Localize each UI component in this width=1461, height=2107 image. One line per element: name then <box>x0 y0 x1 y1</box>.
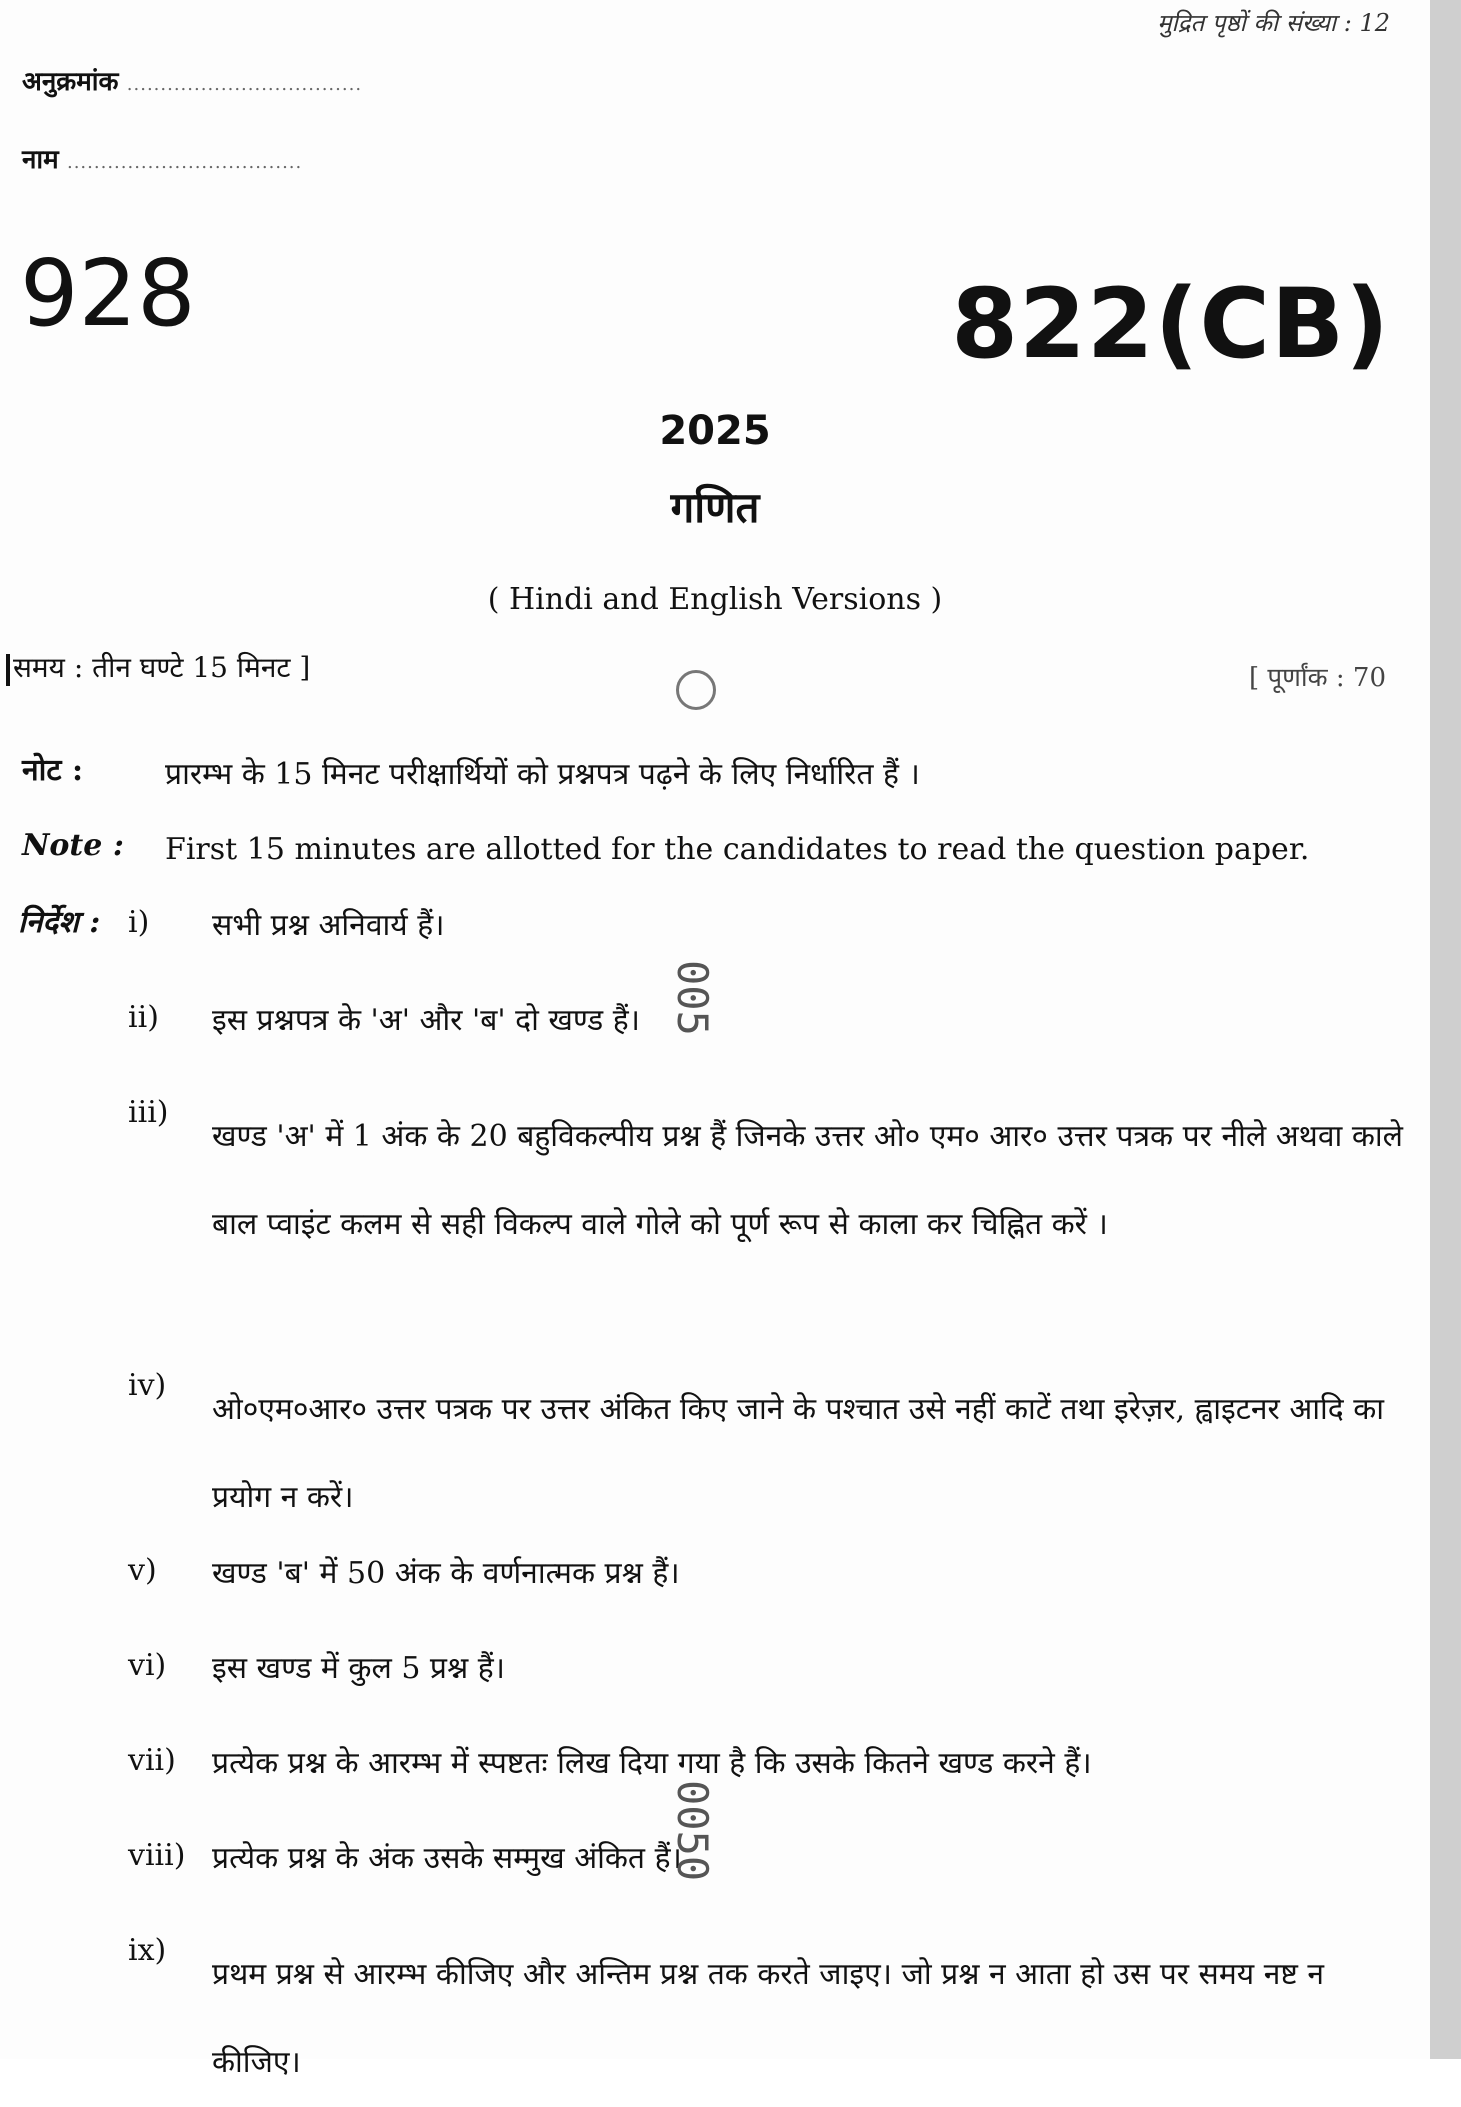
instruction-number: vii) <box>128 1743 176 1778</box>
scan-edge-shadow <box>1430 0 1461 2059</box>
exam-year: 2025 <box>659 408 771 454</box>
instruction-text: ओ०एम०आर० उत्तर पत्रक पर उत्तर अंकित किए जाने के पश्चात उसे नहीं काटें तथा इरेज़र, ह्वाइटनर आदि का प्रयोग न करें। <box>212 1392 1385 1515</box>
note-english-text: First 15 minutes are allotted for the candidates to read the question paper. <box>165 832 1310 867</box>
instruction-text: प्रत्येक प्रश्न के आरम्भ में स्पष्टतः लिख दिया गया है कि उसके कितने खण्ड करने हैं। <box>212 1746 1092 1781</box>
serial-stamp-lower: 0050 <box>668 1780 717 1882</box>
roll-number-field <box>22 62 362 98</box>
instruction-number: viii) <box>128 1838 186 1873</box>
roll-number-label: अनुक्रमांक <box>22 67 119 97</box>
time-allowed <box>6 648 310 686</box>
instruction-text: इस खण्ड में कुल 5 प्रश्न हैं। <box>212 1651 506 1686</box>
instruction-text: इस प्रश्नपत्र के 'अ' और 'ब' दो खण्ड हैं। <box>212 1003 641 1038</box>
instruction-number: i) <box>128 905 150 940</box>
versions-subtitle: ( Hindi and English Versions ) <box>487 582 943 617</box>
instruction-number: iv) <box>128 1368 167 1403</box>
instructions-label: निर्देश : <box>18 905 101 940</box>
maximum-marks: [ पूर्णांक : 70 <box>1248 663 1386 693</box>
stamp-circle <box>676 670 716 710</box>
note-hindi-label: नोट : <box>22 753 84 788</box>
roll-number-dots: ................................... <box>126 74 363 95</box>
note-hindi-text: प्रारम्भ के 15 मिनट परीक्षार्थियों को प्रश्नपत्र पढ़ने के लिए निर्धारित हैं । <box>165 757 920 792</box>
instruction-text: प्रत्येक प्रश्न के अंक उसके सम्मुख अंकित हैं। <box>212 1841 682 1876</box>
serial-stamp-upper: 005 <box>668 960 717 1036</box>
instruction-text: प्रथम प्रश्न से आरम्भ कीजिए और अन्तिम प्रश्न तक करते जाइए। जो प्रश्न न आता हो उस पर समय नष्ट न कीजिए। <box>212 1957 1325 2080</box>
bracket-mark <box>6 654 10 686</box>
printed-pages-count: मुद्रित पृष्ठों की संख्या : 12 <box>1157 9 1390 37</box>
note-english-label: Note : <box>22 828 124 863</box>
instruction-text: सभी प्रश्न अनिवार्य हैं। <box>212 908 445 943</box>
name-label: नाम <box>22 145 59 175</box>
instruction-number: iii) <box>128 1095 169 1130</box>
instruction-number: vi) <box>128 1648 167 1683</box>
name-field <box>22 140 302 176</box>
subject-title: गणित <box>670 483 760 532</box>
instruction-number: ix) <box>128 1933 167 1968</box>
instruction-number: v) <box>128 1553 157 1588</box>
paper-code-left: 928 <box>20 240 196 347</box>
instruction-text: खण्ड 'ब' में 50 अंक के वर्णनात्मक प्रश्न हैं। <box>212 1556 680 1591</box>
paper-code-right: 822(CB) <box>951 268 1390 380</box>
name-dots: ................................... <box>66 152 303 173</box>
time-text: समय : तीन घण्टे 15 मिनट ] <box>13 651 311 684</box>
instruction-number: ii) <box>128 1000 159 1035</box>
instruction-text: खण्ड 'अ' में 1 अंक के 20 बहुविकल्पीय प्रश्न हैं जिनके उत्तर ओ० एम० आर० उत्तर पत्रक पर नीले अथवा काले बाल प्वाइंट कलम से सही विकल्प वाले गोले को पूर्ण रूप से काला कर चिह्नित करें । <box>212 1119 1403 1242</box>
